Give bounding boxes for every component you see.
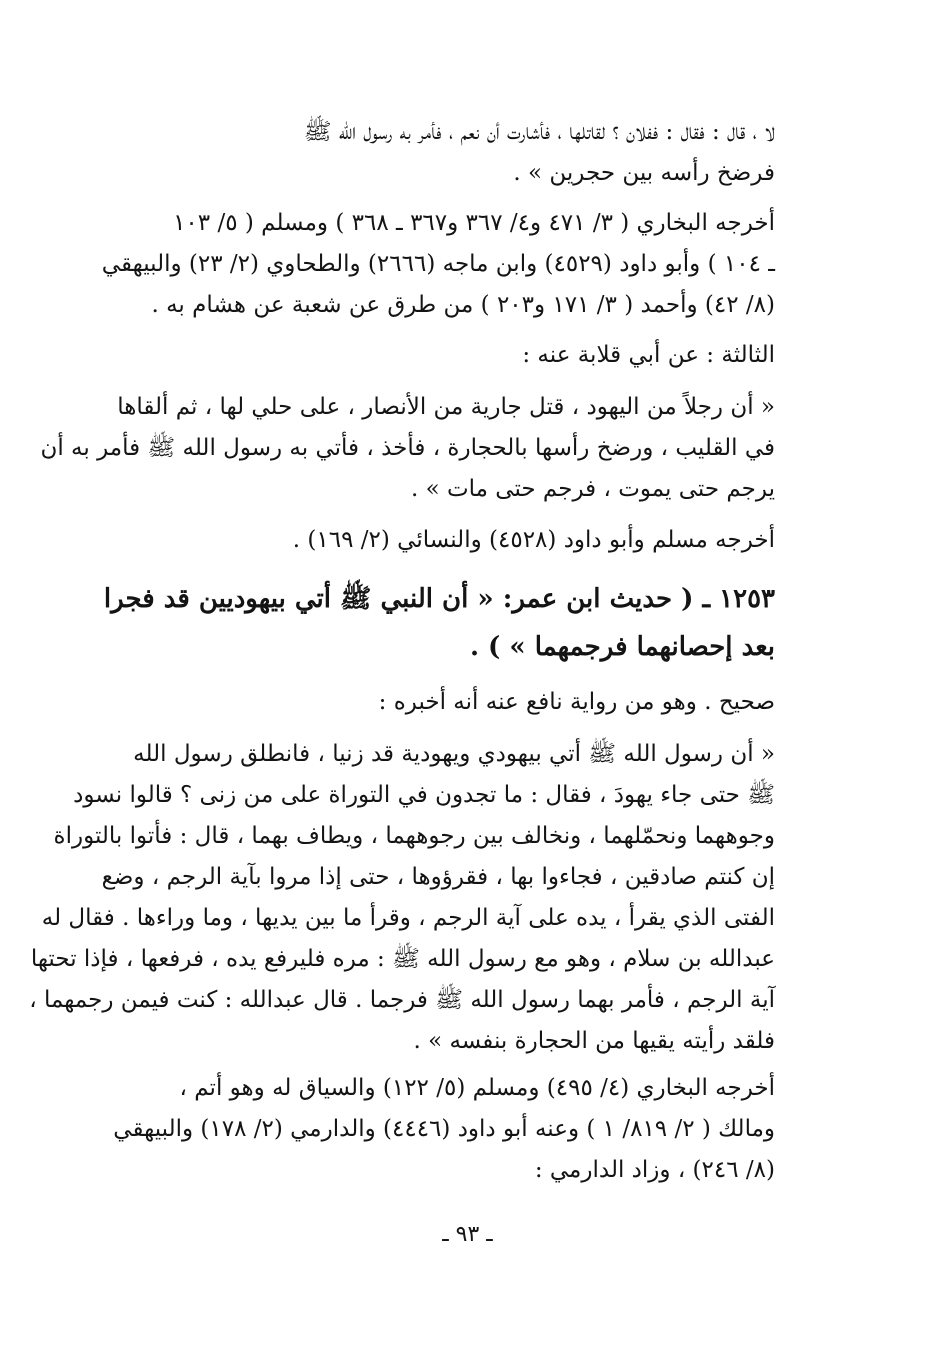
grading-paragraph	[150, 682, 775, 723]
hadith-continuation-paragraph	[150, 112, 775, 194]
text-line: لا ، قال : فقال : ففلان ؟ لقاتلها ، فأشارت أن نعم ، فأمر به رسول الله ﷺ	[303, 119, 775, 145]
hadith-quote-paragraph	[29, 734, 775, 1062]
text-line: ـ ١٠٤ ) وأبو داود (٤٥٢٩) وابن ماجه (٢٦٦٦) والطحاوي (٢/ ٢٣) والبيهقي	[101, 251, 775, 277]
text-line: (٨/ ٢٤٦) ، وزاد الدارمي :	[534, 1157, 775, 1183]
hadith-heading-1253	[103, 575, 775, 671]
takhrij-paragraph	[113, 1068, 775, 1191]
takhrij-paragraph	[150, 520, 775, 561]
text-line: (٨/ ٤٢) وأحمد ( ٣/ ١٧١ و٢٠٣ ) من طرق عن شعبة عن هشام به .	[151, 292, 775, 318]
heading-line: ١٢٥٣ ـ ( حديث ابن عمر: « أن النبي ﷺ أتي بيهوديين قد فجرا	[103, 584, 775, 614]
text-line: « أن رسول الله ﷺ أتي بيهودي ويهودية قد زنيا ، فانطلق رسول الله	[133, 741, 775, 767]
heading-line: بعد إحصانهما فرجمهما » ) .	[469, 632, 775, 662]
text-line: صحيح . وهو من رواية نافع عنه أنه أخبره :	[378, 689, 775, 715]
text-line: أخرجه البخاري ( ٣/ ٤٧١ و٤/ ٣٦٧ و٣٦٧ ـ ٣٦٨ ) ومسلم ( ٥/ ١٠٣	[173, 210, 775, 236]
text-line: أخرجه مسلم وأبو داود (٤٥٢٨) والنسائي (٢/ ١٦٩) .	[292, 527, 775, 553]
text-line: إن كنتم صادقين ، فجاءوا بها ، فقرؤوها ، حتى إذا مروا بآية الرجم ، وضع	[101, 864, 775, 890]
text-line: الفتى الذي يقرأ ، يده على آية الرجم ، وقرأ ما بين يديها ، وما وراءها . فقال له	[41, 905, 775, 931]
text-line: « أن رجلاً من اليهود ، قتل جارية من الأنصار ، على حلي لها ، ثم ألقاها	[117, 394, 775, 420]
text-line: آية الرجم ، فأمر بهما رسول الله ﷺ فرجما . قال عبدالله : كنت فيمن رجمهما ،	[29, 987, 775, 1013]
text-line: عبدالله بن سلام ، وهو مع رسول الله ﷺ : مره فليرفع يده ، فرفعها ، فإذا تحتها	[30, 946, 775, 972]
text-line: وجوههما ونحمّلهما ، ونخالف بين رجوههما ، ويطاف بهما ، قال : فأتوا بالتوراة	[53, 823, 775, 849]
text-line: ومالك ( ٢/ ٨١٩/ ١ ) وعنه أبو داود (٤٤٤٦) والدارمي (٢/ ١٧٨) والبيهقي	[113, 1116, 775, 1142]
text-line: فرضخ رأسه بين حجرين » .	[513, 160, 775, 186]
text-line: يرجم حتى يموت ، فرجم حتى مات » .	[411, 476, 775, 502]
text-line: ﷺ حتى جاء يهودَ ، فقال : ما تجدون في التوراة على من زنى ؟ قالوا نسود	[73, 782, 775, 808]
text-line: في القليب ، ورضخ رأسها بالحجارة ، فأخذ ، فأتي به رسول الله ﷺ فأمر به أن	[40, 435, 775, 461]
text-line: أخرجه البخاري (٤/ ٤٩٥) ومسلم (٥/ ١٢٢) والسياق له وهو أتم ،	[179, 1075, 775, 1101]
text-line: الثالثة : عن أبي قلابة عنه :	[522, 342, 775, 368]
hadith-quote-paragraph	[40, 387, 775, 510]
text-line: فلقد رأيته يقيها من الحجارة بنفسه » .	[413, 1028, 775, 1054]
third-narration-intro	[150, 335, 775, 376]
page-number: ـ ٩٣ ـ	[442, 1222, 493, 1247]
takhrij-paragraph	[101, 203, 775, 326]
